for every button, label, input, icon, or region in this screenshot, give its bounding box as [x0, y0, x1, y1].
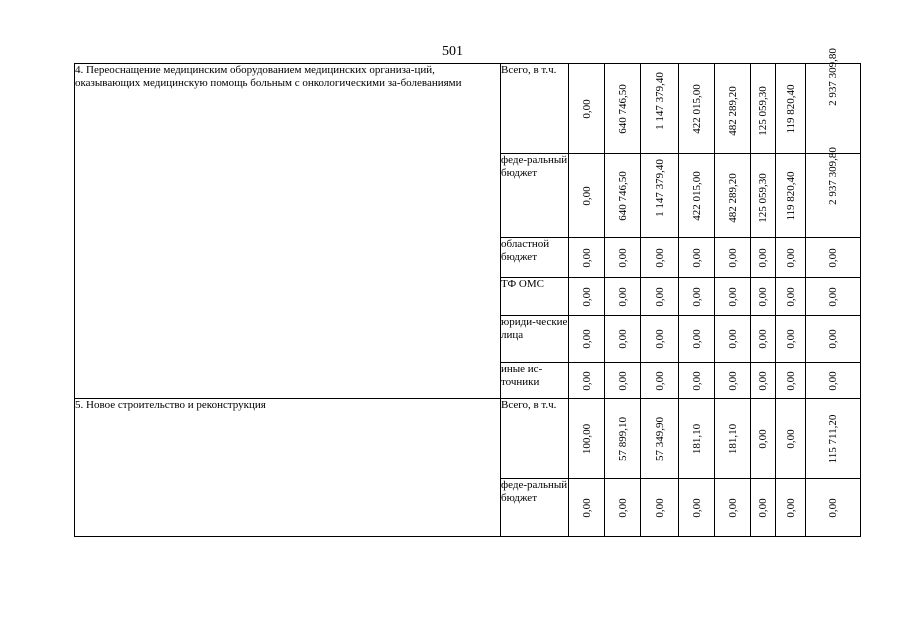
- funding-source-label: юриди-ческие лица: [501, 316, 569, 363]
- value-text: 0,00: [580, 247, 593, 268]
- funding-source-label: феде-ральный бюджет: [501, 479, 569, 537]
- value-text: 0,00: [756, 286, 769, 307]
- value-cell: [569, 316, 605, 363]
- value-text: 0,00: [653, 286, 666, 307]
- value-cell: [679, 316, 715, 363]
- value-cell: [776, 479, 806, 537]
- funding-source-label: ТФ ОМС: [501, 278, 569, 316]
- value-text: 0,00: [690, 370, 703, 391]
- value-text: 119 820,40: [784, 170, 797, 221]
- value-text: 0,00: [784, 497, 797, 518]
- value-text: 0,00: [616, 370, 629, 391]
- value-text: 0,00: [826, 370, 839, 391]
- value-cell: [776, 399, 806, 479]
- value-text: 0,00: [756, 247, 769, 268]
- value-cell: [605, 238, 641, 278]
- value-cell: [569, 278, 605, 316]
- value-cell: [641, 479, 679, 537]
- value-cell: [605, 479, 641, 537]
- value-cell: [679, 399, 715, 479]
- value-text: 119 820,40: [784, 83, 797, 134]
- table-row: [75, 399, 861, 479]
- value-cell: [806, 278, 861, 316]
- value-text: 125 059,30: [756, 172, 769, 223]
- value-text: 0,00: [784, 247, 797, 268]
- value-text: 181,10: [726, 423, 739, 454]
- value-cell: [569, 64, 605, 154]
- value-text: 0,00: [580, 286, 593, 307]
- value-text: 0,00: [756, 428, 769, 449]
- value-text: 0,00: [784, 370, 797, 391]
- value-text: 482 289,20: [726, 172, 739, 223]
- value-cell: [715, 278, 751, 316]
- value-text: 0,00: [616, 497, 629, 518]
- value-text: 0,00: [616, 247, 629, 268]
- value-cell: [605, 154, 641, 238]
- value-text: 0,00: [653, 370, 666, 391]
- value-cell: [715, 64, 751, 154]
- value-cell: [751, 316, 776, 363]
- table-row: [75, 64, 861, 154]
- value-text: 2 937 309,80: [826, 146, 839, 205]
- value-text: 640 746,50: [616, 83, 629, 134]
- value-text: 0,00: [784, 329, 797, 349]
- value-cell: [605, 278, 641, 316]
- value-cell: [806, 146, 861, 238]
- value-cell: [751, 278, 776, 316]
- value-text: 0,00: [726, 370, 739, 391]
- section-title: 5. Новое строительство и реконструкция: [75, 399, 501, 537]
- value-text: 0,00: [726, 286, 739, 307]
- value-text: 482 289,20: [726, 85, 739, 136]
- value-cell: [641, 363, 679, 399]
- value-text: 0,00: [826, 329, 839, 349]
- value-cell: [569, 154, 605, 238]
- section-title: 4. Переоснащение медицинским оборудованием медицинских организа-ций, оказывающих медицинскую помощь больным с онкологическими за-болеваниями: [75, 64, 501, 399]
- value-cell: [776, 154, 806, 238]
- value-cell: [641, 154, 679, 238]
- funding-source-label: областной бюджет: [501, 238, 569, 278]
- value-text: 0,00: [756, 497, 769, 518]
- value-cell: [569, 363, 605, 399]
- value-text: 0,00: [653, 247, 666, 268]
- value-text: 0,00: [784, 286, 797, 307]
- funding-source-label: Всего, в т.ч.: [501, 399, 569, 479]
- page-number: 501: [442, 44, 463, 59]
- value-cell: [605, 316, 641, 363]
- value-text: 0,00: [580, 185, 593, 206]
- value-cell: [776, 238, 806, 278]
- value-cell: [641, 316, 679, 363]
- value-text: 0,00: [726, 329, 739, 349]
- value-cell: [806, 479, 861, 537]
- value-cell: [715, 399, 751, 479]
- value-text: 0,00: [726, 247, 739, 268]
- value-cell: [679, 154, 715, 238]
- value-cell: [776, 278, 806, 316]
- value-text: 0,00: [653, 497, 666, 518]
- value-cell: [641, 64, 679, 154]
- value-cell: [715, 479, 751, 537]
- value-cell: [605, 64, 641, 154]
- value-text: 0,00: [580, 497, 593, 518]
- value-cell: [751, 154, 776, 238]
- value-text: 0,00: [784, 428, 797, 449]
- value-cell: [569, 399, 605, 479]
- value-text: 0,00: [826, 286, 839, 307]
- value-cell: [715, 154, 751, 238]
- value-text: 0,00: [690, 286, 703, 307]
- value-cell: [751, 399, 776, 479]
- value-cell: [679, 64, 715, 154]
- funding-source-label: иные ис-точники: [501, 363, 569, 399]
- value-cell: [751, 64, 776, 154]
- funding-source-label: Всего, в т.ч.: [501, 64, 569, 154]
- value-text: 1 147 379,40: [653, 71, 666, 130]
- value-text: 0,00: [690, 329, 703, 349]
- value-cell: [776, 64, 806, 154]
- value-text: 0,00: [756, 370, 769, 391]
- value-text: 0,00: [580, 98, 593, 119]
- value-text: 0,00: [580, 370, 593, 391]
- value-text: 0,00: [690, 497, 703, 518]
- budget-table: [74, 47, 861, 537]
- value-cell: [679, 363, 715, 399]
- value-cell: [751, 238, 776, 278]
- funding-source-label: феде-ральный бюджет: [501, 154, 569, 238]
- value-text: 422 015,00: [690, 83, 703, 134]
- value-cell: [605, 399, 641, 479]
- value-cell: [751, 363, 776, 399]
- value-cell: [679, 278, 715, 316]
- value-cell: [605, 363, 641, 399]
- value-cell: [679, 479, 715, 537]
- value-text: 57 899,10: [616, 416, 629, 461]
- value-text: 422 015,00: [690, 170, 703, 221]
- value-cell: [776, 316, 806, 363]
- value-text: 57 349,90: [653, 416, 666, 461]
- value-cell: [715, 316, 751, 363]
- value-cell: [806, 399, 861, 479]
- value-text: 0,00: [616, 286, 629, 307]
- value-text: 1 147 379,40: [653, 158, 666, 217]
- value-cell: [806, 316, 861, 363]
- value-text: 0,00: [826, 497, 839, 518]
- value-text: 0,00: [580, 329, 593, 349]
- value-text: 181,10: [690, 423, 703, 454]
- value-cell: [806, 238, 861, 278]
- value-text: 0,00: [616, 329, 629, 349]
- value-text: 125 059,30: [756, 85, 769, 136]
- value-cell: [679, 238, 715, 278]
- value-text: 0,00: [826, 247, 839, 268]
- value-cell: [776, 363, 806, 399]
- value-text: 115 711,20: [826, 414, 839, 463]
- value-text: 2 937 309,80: [826, 47, 839, 106]
- value-text: 0,00: [690, 247, 703, 268]
- value-cell: [715, 238, 751, 278]
- value-text: 0,00: [653, 329, 666, 349]
- value-cell: [751, 479, 776, 537]
- value-cell: [641, 399, 679, 479]
- value-cell: [569, 238, 605, 278]
- value-text: 640 746,50: [616, 170, 629, 221]
- value-cell: [641, 238, 679, 278]
- value-cell: [806, 47, 861, 154]
- value-cell: [641, 278, 679, 316]
- value-text: 0,00: [756, 329, 769, 349]
- value-cell: [715, 363, 751, 399]
- value-text: 0,00: [726, 497, 739, 518]
- value-cell: [569, 479, 605, 537]
- value-text: 100,00: [580, 423, 593, 454]
- value-cell: [806, 363, 861, 399]
